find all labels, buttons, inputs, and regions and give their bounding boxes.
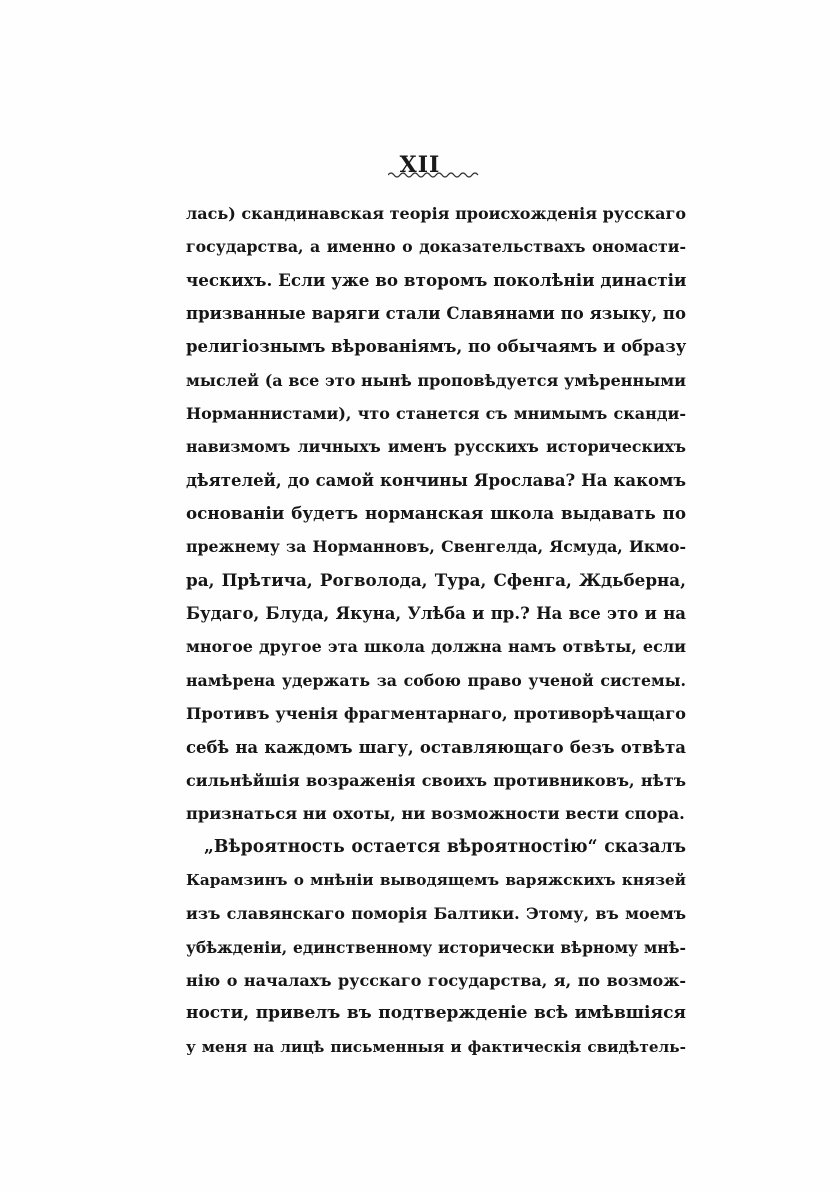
text-line: навизмомъ личныхъ именъ русскихъ историческихъ (186, 437, 686, 457)
text-line: государства, а именно о доказательствахъ ономасти- (186, 237, 686, 257)
page-number: XII (399, 152, 441, 178)
text-line: себѣ на каждомъ шагу, оставляющаго безъ отвѣта (186, 737, 686, 757)
text-line: намѣрена удержать за собою право ученой системы. (186, 670, 686, 690)
body-text (186, 197, 686, 1064)
text-line: прежнему за Норманновъ, Свенгелда, Ясмуда, Икмо- (186, 537, 686, 557)
wavy-line-ornament-icon (388, 170, 480, 180)
text-line: религіознымъ вѣрованіямъ, по обычаямъ и образу (186, 337, 687, 357)
text-line: ческихъ. Если уже во второмъ поколѣніи династіи (186, 269, 687, 290)
text-line: у меня на лицѣ письменныя и фактическія свидѣтель- (186, 1037, 686, 1056)
text-line: Карамзинъ о мнѣніи выводящемъ варяжскихъ князей (186, 870, 686, 889)
text-line: лась) скандинавская теорія происхожденія русскаго (186, 204, 686, 223)
text-line: ности, привелъ въ подтвержденіе всѣ имѣвшіяся (186, 1003, 686, 1024)
text-line: многое другое эта школа должна намъ отвѣты, если (186, 637, 686, 657)
text-line: Противъ ученія фрагментарнаго, противорѣчащаго (186, 704, 686, 724)
text-line: дѣятелей, до самой кончины Ярослава? На какомъ (186, 470, 686, 490)
text-line: убѣжденіи, единственному исторически вѣрному мнѣ- (186, 937, 686, 957)
text-line: признаться ни охоты, ни возможности вести спора. (186, 804, 685, 824)
text-line: Будаго, Блуда, Якуна, Улѣба и пр.? На все это и на (186, 604, 686, 624)
text-line: Норманнистами), что станется съ мнимымъ сканди- (186, 404, 686, 424)
text-line: сильнѣйшія возраженія своихъ противниковъ, нѣтъ (186, 770, 686, 790)
text-line: призванные варяги стали Славянами по языку, по (186, 304, 686, 324)
text-line: основаніи будетъ норманская школа выдавать по (186, 503, 686, 524)
text-line: нію о началахъ русскаго государства, я, по возмож- (186, 970, 686, 990)
paragraph-start-line: „Вѣроятность остается вѣроятностію“ сказалъ (204, 836, 686, 857)
text-line: изъ славянскаго поморія Балтики. Этому, въ моемъ (186, 904, 686, 924)
text-line: ра, Прѣтича, Рогволода, Тура, Сфенга, Ждьберна, (186, 569, 686, 590)
text-line: мыслей (а все это нынѣ проповѣдуется умѣренными (186, 370, 686, 390)
